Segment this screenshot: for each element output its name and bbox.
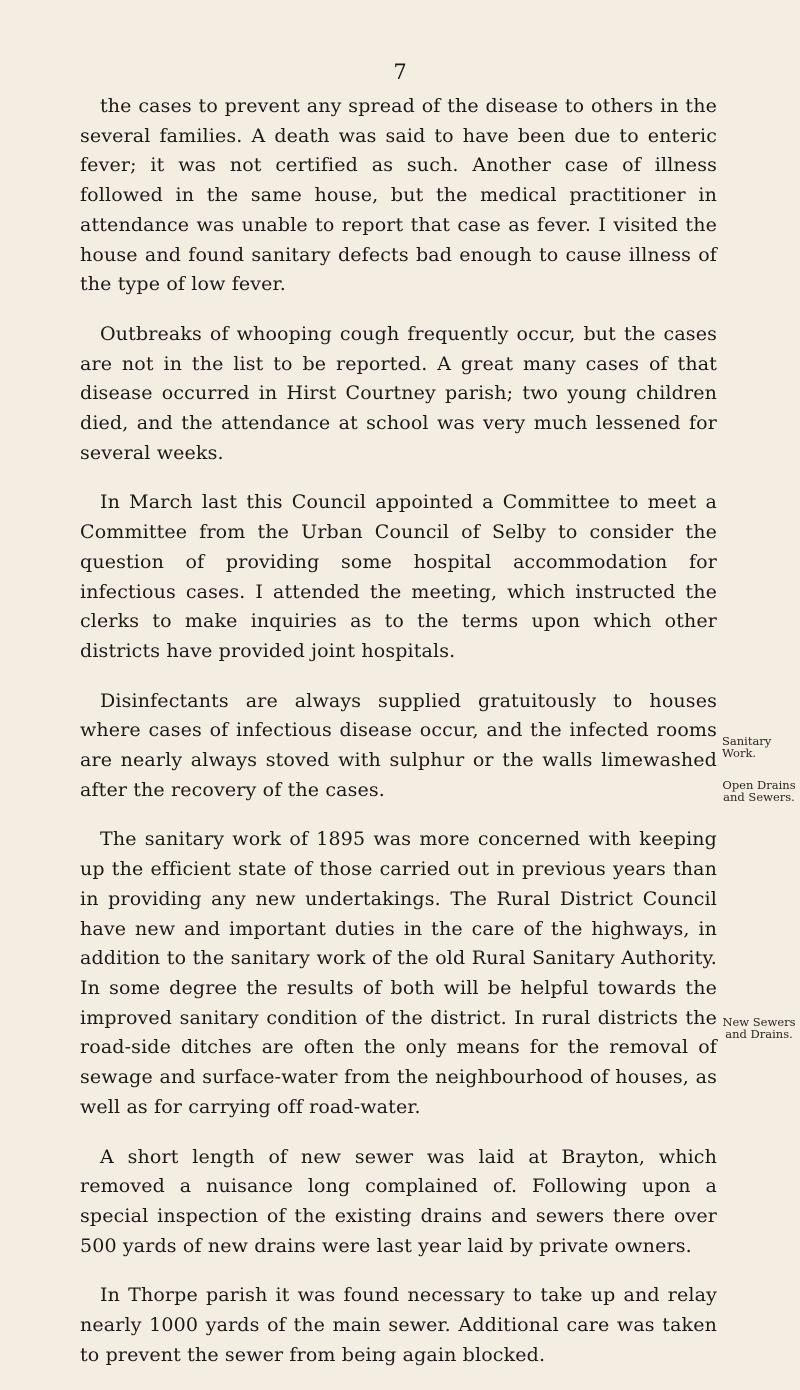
body-text bbox=[80, 92, 717, 1390]
paragraph: The sanitary work of 1895 was more concerned with keeping up the efficient state of those carried out in previous years than in providing any new undertakings. The Rural District Council have new and important duties in the care of the highways, in addition to the sanitary work of the old Rural Sanitary Authority. In some degree the results of both will be helpful towards the improved sanitary condition of the district. In rural districts the road-side ditches are often the only means for the removal of sewage and surface-water from the neighbourhood of houses, as well as for carrying off road-water. bbox=[80, 828, 717, 1118]
paragraph: Disinfectants are always supplied gratuitously to houses where cases of infectious disease occur, and the infected rooms are nearly always stoved with sulphur or the walls limewashed after the recovery of the cases. bbox=[80, 689, 717, 801]
margin-note-sanitary-work: Sanitary Work. bbox=[722, 734, 772, 760]
paragraph: Outbreaks of whooping cough frequently occur, but the cases are not in the list to be reported. A great many cases of that disease occurred in Hirst Courtney parish; two young children died, and the attendance at school was very much lessened for several weeks. bbox=[80, 322, 717, 464]
paragraph: In Thorpe parish it was found necessary to take up and relay nearly 1000 yards of the main sewer. Additional care was taken to prevent the sewer from being again blocked. bbox=[80, 1284, 717, 1366]
paragraph: the cases to prevent any spread of the disease to others in the several families. A death was said to have been due to enteric fever; it was not certified as such. Another case of illness followed in the same house, but the medical practitioner in attendance was unable to report that case as fever. I visited the house and found sanitary defects bad enough to cause illness of the type of low fever. bbox=[80, 95, 717, 296]
paragraph: In March last this Council appointed a Committee to meet a Committee from the Urban Council of Selby to consider the question of providing some hospital accommodation for infectious cases. I attended the meeting, which instructed the clerks to make inquiries as to the terms upon which other districts have provided joint hospitals. bbox=[80, 491, 717, 662]
page-number: 7 bbox=[393, 60, 407, 84]
paragraph: A short length of new sewer was laid at Brayton, which removed a nuisance long complained of. Following upon a special inspection of the existing drains and sewers there over 500 yards of new drains were last year laid by private owners. bbox=[80, 1145, 717, 1257]
margin-note-new-sewers: New Sewers and Drains. bbox=[722, 1015, 796, 1041]
margin-note-open-drains: Open Drains and Sewers. bbox=[722, 778, 796, 804]
